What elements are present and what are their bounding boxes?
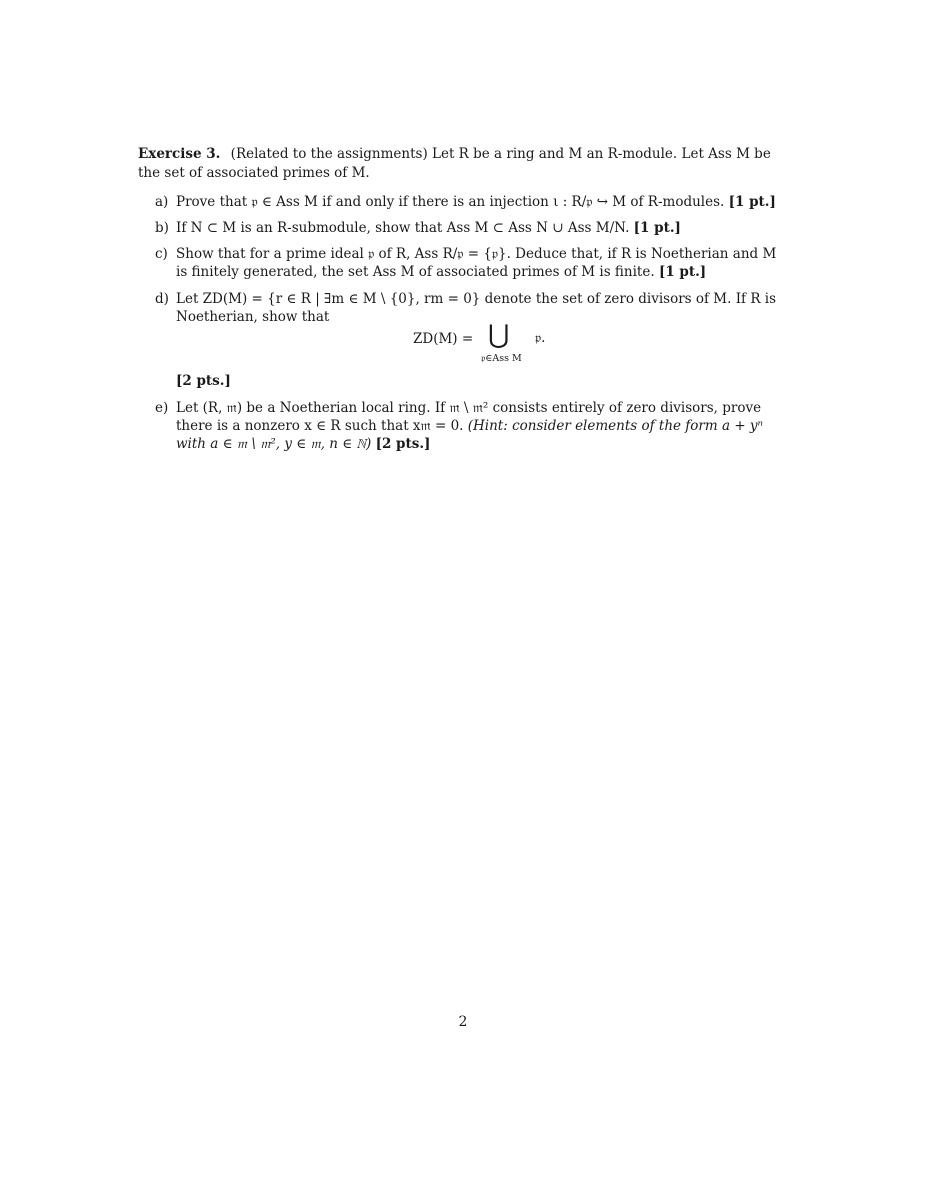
union-symbol: ⋃ <box>488 320 510 350</box>
item-label: d) <box>155 291 169 307</box>
formula-lhs: ZD(M) = <box>413 331 474 347</box>
item-d-points: [2 pts.] <box>176 373 231 389</box>
item-e <box>155 399 788 453</box>
item-text: Show that for a prime ideal 𝔭 of R, Ass R/𝔭 = {𝔭}. Deduce that, if R is Noetherian and M is finitely generated, the set Ass M of associated primes of M is finite. <box>176 246 777 280</box>
item-hint: (Hint: consider elements of the form a + yⁿ with a ∈ 𝔪 \ 𝔪², y ∈ 𝔪, n ∈ ℕ) <box>176 418 764 452</box>
item-label: a) <box>155 194 169 210</box>
item-label: b) <box>155 220 169 236</box>
item-text: Let (R, 𝔪) be a Noetherian local ring. If 𝔪 \ 𝔪² consists entirely of zero divisors, prove there is a nonzero x ∈ R such that x𝔪 = 0. <box>176 400 762 434</box>
item-points: [2 pts.] <box>375 436 431 452</box>
item-points: [1 pt.] <box>633 220 681 236</box>
item-b <box>155 219 788 237</box>
item-label: c) <box>155 246 168 262</box>
item-a <box>155 193 788 211</box>
item-points: [1 pt.] <box>658 264 707 280</box>
item-text: Prove that 𝔭 ∈ Ass M if and only if there is an injection ι : R/𝔭 ↪ M of R-modules. <box>176 194 725 210</box>
page-number: 2 <box>458 1014 468 1030</box>
item-text: Let ZD(M) = {r ∈ R | ∃m ∈ M \ {0}, rm = 0} denote the set of zero divisors of M. If R is Noetherian, show that <box>176 291 777 325</box>
exercise-intro-text: (Related to the assignments) Let R be a ring and M an R-module. Let Ass M be the set of associated primes of M. <box>138 146 771 181</box>
formula-rhs: 𝔭. <box>535 330 546 346</box>
item-points: [1 pt.] <box>728 194 776 210</box>
item-c <box>155 245 788 281</box>
exercise-intro <box>138 145 788 183</box>
item-d <box>155 290 788 326</box>
exercise-heading: Exercise 3. <box>138 146 221 162</box>
union-subscript: 𝔭∈Ass M <box>481 353 522 364</box>
item-label: e) <box>155 400 169 416</box>
item-text: If N ⊂ M is an R-submodule, show that Ass M ⊂ Ass N ∪ Ass M/N. <box>176 220 630 236</box>
